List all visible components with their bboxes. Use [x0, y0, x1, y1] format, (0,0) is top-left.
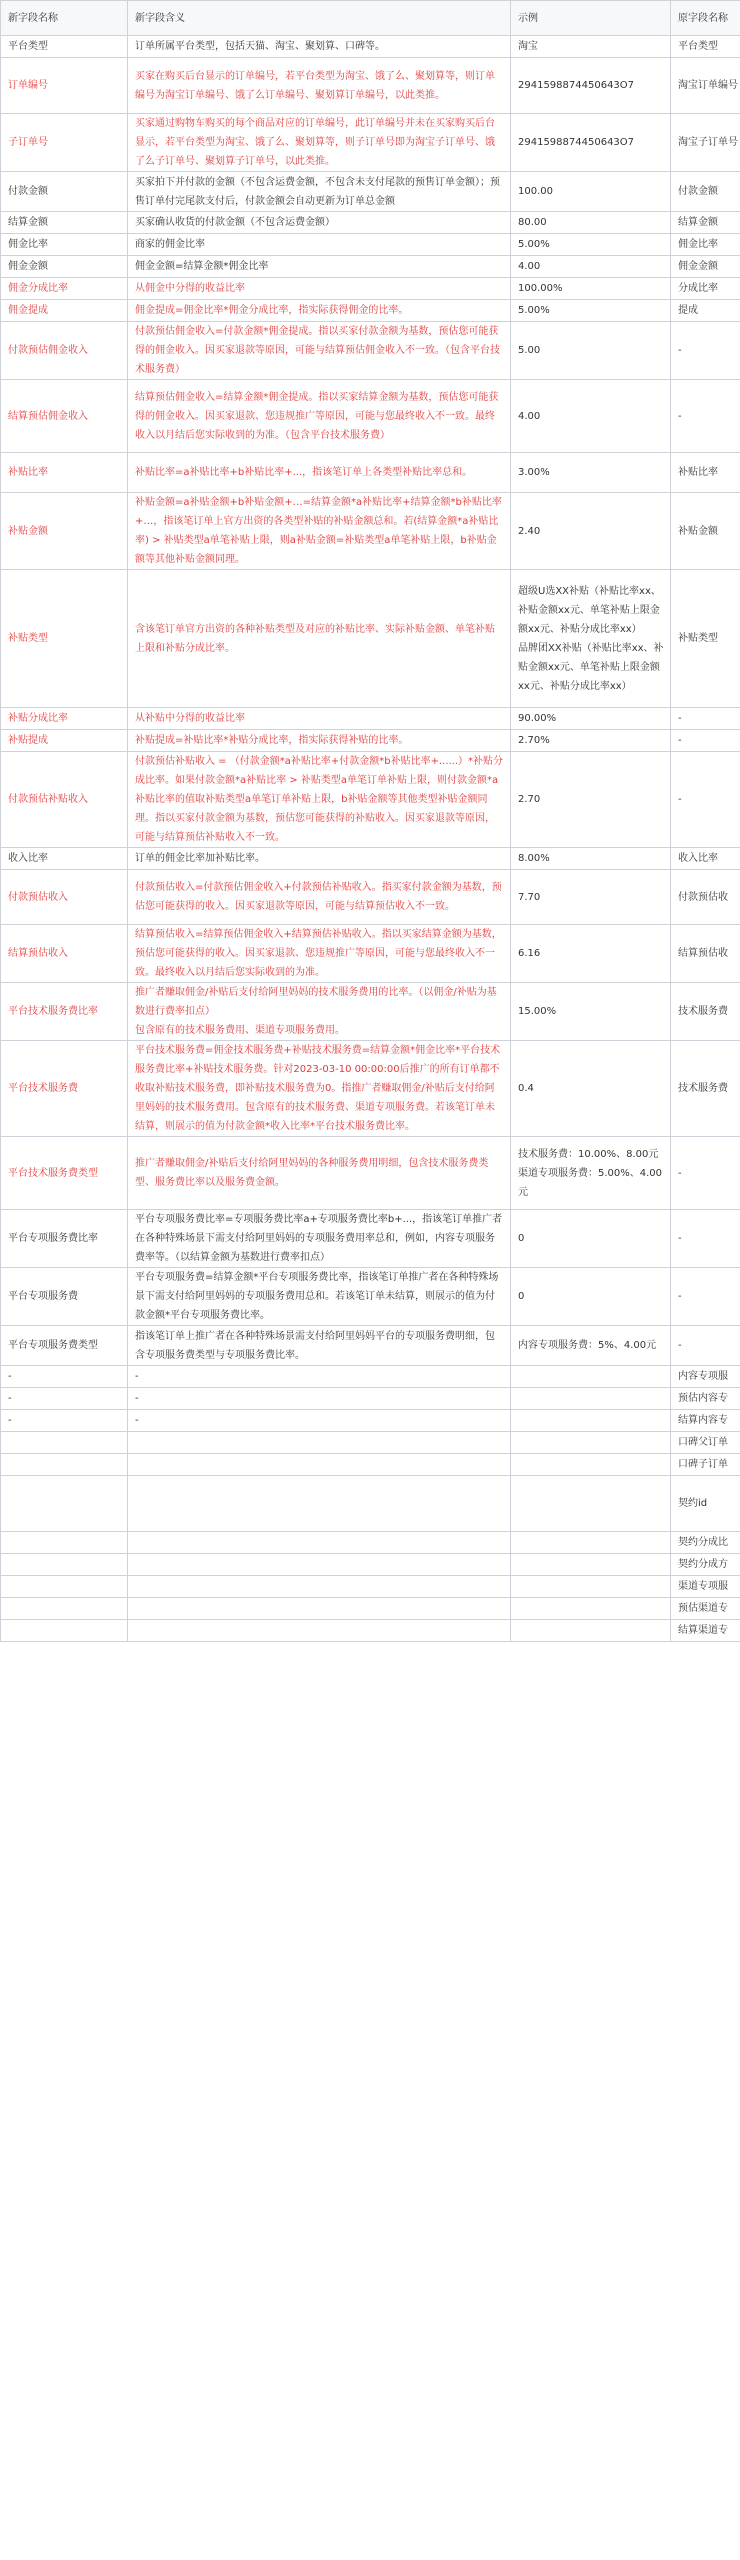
cell-old-field-name: 内容专项服 — [671, 1366, 740, 1388]
table-row — [1, 58, 740, 114]
table-row — [1, 1268, 740, 1326]
table-row — [1, 1598, 740, 1620]
table-row — [1, 848, 740, 870]
table-row — [1, 1454, 740, 1476]
cell-new-field-name: 佣金分成比率 — [1, 278, 128, 300]
cell-new-field-name: 子订单号 — [1, 114, 128, 172]
table-row — [1, 708, 740, 730]
header-new-field-meaning: 新字段含义 — [128, 1, 511, 36]
cell-new-field-meaning — [128, 1432, 511, 1454]
cell-new-field-meaning — [128, 1620, 511, 1642]
cell-example — [511, 1476, 671, 1532]
cell-new-field-meaning: 订单的佣金比率加补贴比率。 — [128, 848, 511, 870]
cell-old-field-name: 付款金额 — [671, 172, 740, 212]
header-new-field-name: 新字段名称 — [1, 1, 128, 36]
cell-example — [511, 1410, 671, 1432]
cell-example: 2941598874450643O7 — [511, 114, 671, 172]
cell-new-field-meaning: 结算预估佣金收入=结算金额*佣金提成。指以买家结算金额为基数，预估您可能获得的佣金收入。因买家退款、您违规推广等原因，可能与您最终收入不一致。最终收入以月结后您实际收到的为准。（包含平台技术服务费） — [128, 380, 511, 453]
cell-new-field-meaning: - — [128, 1366, 511, 1388]
table-row — [1, 493, 740, 570]
table-row — [1, 278, 740, 300]
cell-example: 超级U选XX补贴（补贴比率xx、补贴金额xx元、单笔补贴上限金额xx元、补贴分成比率xx） 品牌团XX补贴（补贴比率xx、补贴金额xx元、单笔补贴上限金额xx元、补贴分成比率xx） — [511, 570, 671, 708]
cell-new-field-name — [1, 1576, 128, 1598]
cell-new-field-meaning: - — [128, 1410, 511, 1432]
cell-old-field-name: 技术服务费 — [671, 983, 740, 1041]
cell-new-field-meaning: 商家的佣金比率 — [128, 234, 511, 256]
cell-example: 90.00% — [511, 708, 671, 730]
cell-old-field-name: 契约分成方 — [671, 1554, 740, 1576]
cell-example — [511, 1388, 671, 1410]
cell-example — [511, 1366, 671, 1388]
cell-new-field-meaning: 结算预估收入=结算预估佣金收入+结算预估补贴收入。指以买家结算金额为基数，预估您可能获得的收入。因买家退款、您违规推广等原因，可能与您最终收入不一致。最终收入以月结后您实际收到的为准。 — [128, 925, 511, 983]
table-row — [1, 752, 740, 848]
cell-old-field-name: 契约分成比 — [671, 1532, 740, 1554]
table-row — [1, 1432, 740, 1454]
cell-new-field-meaning: 佣金金额=结算金额*佣金比率 — [128, 256, 511, 278]
cell-old-field-name: 补贴金额 — [671, 493, 740, 570]
table-row — [1, 983, 740, 1041]
cell-example: 2.40 — [511, 493, 671, 570]
cell-new-field-name: 付款预估收入 — [1, 870, 128, 925]
cell-new-field-meaning: 买家通过购物车购买的每个商品对应的订单编号，此订单编号并未在买家购买后台显示，若平台类型为淘宝、饿了么、聚划算等，则子订单号即为淘宝子订单号、饿了么子订单号、聚划算子订单号，以此类推。 — [128, 114, 511, 172]
cell-old-field-name: - — [671, 730, 740, 752]
cell-new-field-name: - — [1, 1410, 128, 1432]
cell-example — [511, 1532, 671, 1554]
cell-old-field-name: 契约id — [671, 1476, 740, 1532]
cell-new-field-name: 收入比率 — [1, 848, 128, 870]
table-row — [1, 1326, 740, 1366]
cell-example: 2.70% — [511, 730, 671, 752]
cell-new-field-name: 平台技术服务费类型 — [1, 1137, 128, 1210]
cell-old-field-name: 佣金比率 — [671, 234, 740, 256]
cell-example: 0 — [511, 1210, 671, 1268]
table-row — [1, 1366, 740, 1388]
cell-example: 80.00 — [511, 212, 671, 234]
cell-example: 3.00% — [511, 453, 671, 493]
cell-new-field-meaning — [128, 1454, 511, 1476]
cell-new-field-meaning: 从补贴中分得的收益比率 — [128, 708, 511, 730]
cell-new-field-name: 平台类型 — [1, 36, 128, 58]
table-row — [1, 1388, 740, 1410]
cell-old-field-name: 付款预估收 — [671, 870, 740, 925]
cell-new-field-meaning — [128, 1476, 511, 1532]
cell-new-field-name: 结算预估收入 — [1, 925, 128, 983]
table-row — [1, 300, 740, 322]
table-row — [1, 1476, 740, 1532]
cell-new-field-name: 佣金金额 — [1, 256, 128, 278]
cell-new-field-meaning: 补贴金额=a补贴金额+b补贴金额+…=结算金额*a补贴比率+结算金额*b补贴比率+…，指该笔订单上官方出资的各类型补贴的补贴金额总和。若(结算金额*a补贴比率) > 补贴类型a单笔补贴上限，则a补贴金额=补贴类型a单笔补贴上限，b补贴金额等其他补贴金额同理。 — [128, 493, 511, 570]
cell-new-field-name — [1, 1476, 128, 1532]
table-row — [1, 1620, 740, 1642]
cell-new-field-name: 补贴提成 — [1, 730, 128, 752]
table-row — [1, 114, 740, 172]
cell-old-field-name: 平台类型 — [671, 36, 740, 58]
cell-example: 7.70 — [511, 870, 671, 925]
cell-old-field-name: 结算金额 — [671, 212, 740, 234]
cell-example: 内容专项服务费：5%、4.00元 — [511, 1326, 671, 1366]
cell-old-field-name: 结算渠道专 — [671, 1620, 740, 1642]
cell-new-field-meaning: - — [128, 1388, 511, 1410]
table-row — [1, 1532, 740, 1554]
table-row — [1, 172, 740, 212]
cell-new-field-meaning — [128, 1576, 511, 1598]
cell-new-field-name: 平台专项服务费 — [1, 1268, 128, 1326]
table-body — [1, 36, 740, 1642]
cell-new-field-name — [1, 1454, 128, 1476]
cell-old-field-name: - — [671, 1210, 740, 1268]
table-row — [1, 1410, 740, 1432]
cell-example: 100.00 — [511, 172, 671, 212]
cell-new-field-name: 补贴金额 — [1, 493, 128, 570]
cell-new-field-name: 付款预估补贴收入 — [1, 752, 128, 848]
table-row — [1, 870, 740, 925]
cell-new-field-meaning: 订单所属平台类型，包括天猫、淘宝、聚划算、口碑等。 — [128, 36, 511, 58]
cell-old-field-name: 结算内容专 — [671, 1410, 740, 1432]
cell-example: 技术服务费：10.00%、8.00元 渠道专项服务费：5.00%、4.00元 — [511, 1137, 671, 1210]
cell-new-field-name: - — [1, 1388, 128, 1410]
cell-example: 6.16 — [511, 925, 671, 983]
cell-new-field-name: 结算预估佣金收入 — [1, 380, 128, 453]
cell-example: 5.00% — [511, 300, 671, 322]
cell-example — [511, 1454, 671, 1476]
cell-new-field-meaning: 买家在购买后台显示的订单编号，若平台类型为淘宝、饿了么、聚划算等，则订单编号为淘宝订单编号、饿了么订单编号、聚划算订单编号，以此类推。 — [128, 58, 511, 114]
cell-example: 2941598874450643O7 — [511, 58, 671, 114]
table-header-row — [1, 1, 740, 36]
table-row — [1, 380, 740, 453]
cell-example: 0 — [511, 1268, 671, 1326]
cell-old-field-name: 渠道专项服 — [671, 1576, 740, 1598]
cell-old-field-name: - — [671, 1137, 740, 1210]
cell-old-field-name: 结算预估收 — [671, 925, 740, 983]
cell-example — [511, 1576, 671, 1598]
cell-example: 4.00 — [511, 380, 671, 453]
cell-example: 4.00 — [511, 256, 671, 278]
cell-new-field-name: 补贴比率 — [1, 453, 128, 493]
cell-old-field-name: - — [671, 1326, 740, 1366]
table-row — [1, 925, 740, 983]
cell-old-field-name: 技术服务费 — [671, 1041, 740, 1137]
cell-new-field-meaning — [128, 1532, 511, 1554]
cell-old-field-name: 预估内容专 — [671, 1388, 740, 1410]
cell-example — [511, 1554, 671, 1576]
cell-old-field-name: - — [671, 752, 740, 848]
cell-new-field-meaning: 推广者赚取佣金/补贴后支付给阿里妈妈的技术服务费用的比率。（以佣金/补贴为基数进行费率扣点） 包含原有的技术服务费用、渠道专项服务费用。 — [128, 983, 511, 1041]
table-row — [1, 730, 740, 752]
cell-example — [511, 1432, 671, 1454]
cell-new-field-name: 佣金提成 — [1, 300, 128, 322]
cell-new-field-name: 补贴分成比率 — [1, 708, 128, 730]
cell-new-field-name: - — [1, 1366, 128, 1388]
table-row — [1, 1041, 740, 1137]
table-row — [1, 570, 740, 708]
cell-new-field-meaning: 补贴比率=a补贴比率+b补贴比率+...，指该笔订单上各类型补贴比率总和。 — [128, 453, 511, 493]
table-row — [1, 256, 740, 278]
cell-old-field-name: 分成比率 — [671, 278, 740, 300]
cell-old-field-name: 预估渠道专 — [671, 1598, 740, 1620]
cell-example: 8.00% — [511, 848, 671, 870]
cell-example: 2.70 — [511, 752, 671, 848]
table-row — [1, 453, 740, 493]
cell-new-field-meaning: 买家拍下并付款的金额（不包含运费金额，不包含未支付尾款的预售订单金额）；预售订单付完尾款支付后，付款金额会自动更新为订单总金额 — [128, 172, 511, 212]
cell-new-field-name — [1, 1532, 128, 1554]
cell-new-field-meaning: 推广者赚取佣金/补贴后支付给阿里妈妈的各种服务费用明细，包含技术服务费类型、服务费比率以及服务费金额。 — [128, 1137, 511, 1210]
cell-new-field-meaning: 平台专项服务费比率=专项服务费比率a+专项服务费比率b+...，指该笔订单推广者在各种特殊场景下需支付给阿里妈妈的专项服务费用率总和，例如，内容专项服务费率等。（以结算金额为基数进行费率扣点） — [128, 1210, 511, 1268]
table-row — [1, 1576, 740, 1598]
cell-old-field-name: 提成 — [671, 300, 740, 322]
table-row — [1, 1210, 740, 1268]
table-row — [1, 212, 740, 234]
cell-new-field-name: 补贴类型 — [1, 570, 128, 708]
cell-new-field-meaning: 平台专项服务费=结算金额*平台专项服务费比率，指该笔订单推广者在各种特殊场景下需支付给阿里妈妈的专项服务费用总和。若该笔订单未结算，则展示的值为付款金额*平台专项服务费比率。 — [128, 1268, 511, 1326]
cell-new-field-meaning: 付款预估佣金收入=付款金额*佣金提成。指以买家付款金额为基数，预估您可能获得的佣金收入。因买家退款等原因，可能与结算预估佣金收入不一致。（包含平台技术服务费） — [128, 322, 511, 380]
cell-new-field-meaning — [128, 1598, 511, 1620]
cell-new-field-meaning: 平台技术服务费=佣金技术服务费+补贴技术服务费=结算金额*佣金比率*平台技术服务费比率+补贴技术服务费。针对2023-03-10 00:00:00后推广的所有订单都不收取补贴技术服务费，即补贴技术服务费为0。指推广者赚取佣金/补贴后支付给阿里妈妈的技术服务费用。包含原有的技术服务费、渠道专项服务费。若该笔订单未结算，则展示的值为付款金额*收入比率*平台技术服务费比率。 — [128, 1041, 511, 1137]
cell-old-field-name: 佣金金额 — [671, 256, 740, 278]
cell-new-field-name — [1, 1432, 128, 1454]
table-row — [1, 322, 740, 380]
cell-new-field-meaning: 付款预估补贴收入 = （付款金额*a补贴比率+付款金额*b补贴比率+......）*补贴分成比率。如果付款金额*a补贴比率 > 补贴类型a单笔订单补贴上限，则付款金额*a补贴比率的值取补贴类型a单笔订单补贴上限，b补贴金额等其他类型补贴金额同理。指以买家付款金额为基数，预估您可能获得的补贴收入。因买家退款等原因，可能与结算预估补贴收入不一致。 — [128, 752, 511, 848]
cell-new-field-meaning: 佣金提成=佣金比率*佣金分成比率，指实际获得佣金的比率。 — [128, 300, 511, 322]
cell-new-field-meaning — [128, 1554, 511, 1576]
cell-example: 淘宝 — [511, 36, 671, 58]
cell-new-field-meaning: 补贴提成=补贴比率*补贴分成比率，指实际获得补贴的比率。 — [128, 730, 511, 752]
cell-example — [511, 1598, 671, 1620]
table-row — [1, 234, 740, 256]
cell-example: 15.00% — [511, 983, 671, 1041]
cell-new-field-name: 佣金比率 — [1, 234, 128, 256]
cell-example — [511, 1620, 671, 1642]
cell-old-field-name: 补贴类型 — [671, 570, 740, 708]
cell-new-field-name — [1, 1620, 128, 1642]
cell-old-field-name: 口碑子订单 — [671, 1454, 740, 1476]
cell-new-field-name: 平台专项服务费类型 — [1, 1326, 128, 1366]
table-row — [1, 1554, 740, 1576]
cell-new-field-name: 结算金额 — [1, 212, 128, 234]
cell-old-field-name: 口碑父订单 — [671, 1432, 740, 1454]
cell-example: 5.00 — [511, 322, 671, 380]
cell-new-field-meaning: 指该笔订单上推广者在各种特殊场景需支付给阿里妈妈平台的专项服务费明细，包含专项服务费类型与专项服务费比率。 — [128, 1326, 511, 1366]
cell-new-field-meaning: 含该笔订单官方出资的各种补贴类型及对应的补贴比率、实际补贴金额、单笔补贴上限和补贴分成比率。 — [128, 570, 511, 708]
cell-old-field-name: - — [671, 708, 740, 730]
cell-old-field-name: 补贴比率 — [671, 453, 740, 493]
cell-old-field-name: 淘宝子订单号 — [671, 114, 740, 172]
cell-new-field-name: 平台专项服务费比率 — [1, 1210, 128, 1268]
cell-new-field-name: 付款金额 — [1, 172, 128, 212]
cell-new-field-meaning: 付款预估收入=付款预估佣金收入+付款预估补贴收入。指买家付款金额为基数，预估您可能获得的收入。因买家退款等原因，可能与结算预估收入不一致。 — [128, 870, 511, 925]
cell-new-field-name: 平台技术服务费 — [1, 1041, 128, 1137]
cell-example: 100.00% — [511, 278, 671, 300]
header-old-field-name: 原字段名称 — [671, 1, 740, 36]
cell-old-field-name: - — [671, 322, 740, 380]
cell-new-field-meaning: 买家确认收货的付款金额（不包含运费金额） — [128, 212, 511, 234]
header-example: 示例 — [511, 1, 671, 36]
cell-example: 5.00% — [511, 234, 671, 256]
cell-old-field-name: 收入比率 — [671, 848, 740, 870]
cell-new-field-name — [1, 1598, 128, 1620]
cell-old-field-name: 淘宝订单编号 — [671, 58, 740, 114]
cell-new-field-name: 平台技术服务费比率 — [1, 983, 128, 1041]
cell-example: 0.4 — [511, 1041, 671, 1137]
cell-new-field-name: 订单编号 — [1, 58, 128, 114]
cell-new-field-name — [1, 1554, 128, 1576]
table-row — [1, 1137, 740, 1210]
cell-new-field-name: 付款预估佣金收入 — [1, 322, 128, 380]
cell-old-field-name: - — [671, 1268, 740, 1326]
table-row — [1, 36, 740, 58]
cell-new-field-meaning: 从佣金中分得的收益比率 — [128, 278, 511, 300]
cell-old-field-name: - — [671, 380, 740, 453]
